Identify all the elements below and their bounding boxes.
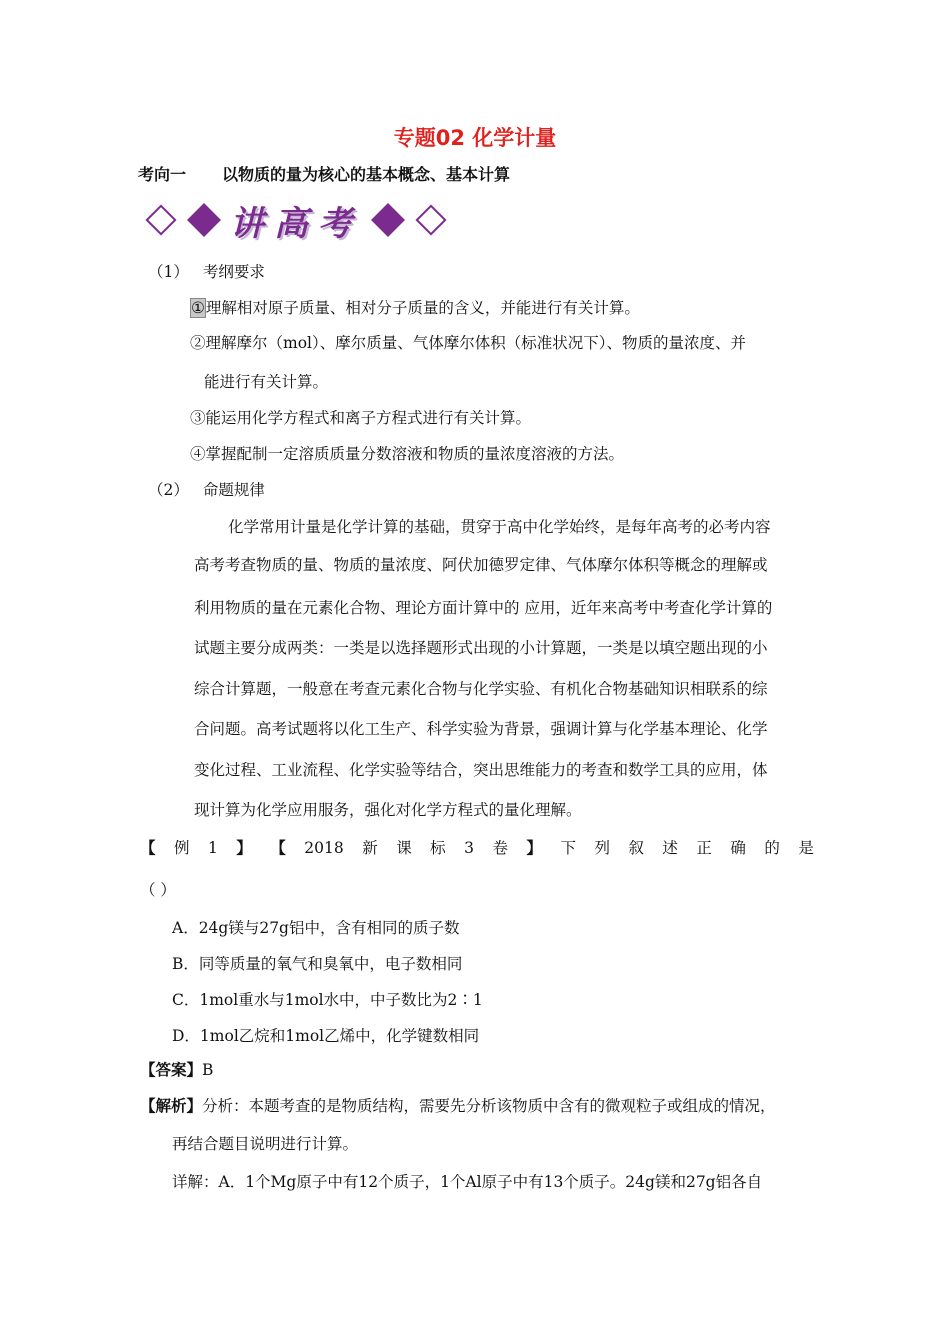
analysis-line: [140, 1096, 776, 1116]
req-item-text: 理解相对原子质量、相对分子质量的含义，并能进行有关计算。: [205, 299, 640, 317]
rule-paragraph-line: 综合计算题，一般意在考查元素化合物与化学实验、有机化合物基础知识相联系的综: [194, 680, 768, 698]
req-item-text: 掌握配制一定溶质质量分数溶液和物质的量浓度溶液的方法。: [205, 445, 625, 463]
example-token: 标: [430, 839, 446, 857]
answer-label: 【答案】: [140, 1060, 203, 1079]
answer-value: B: [202, 1061, 214, 1079]
req-item: [204, 372, 328, 392]
req-item-num: ②: [190, 334, 206, 352]
section-heading: [138, 162, 510, 185]
example-token: 的: [764, 839, 780, 857]
req-item-text: 能运用化学方程式和离子方程式进行有关计算。: [205, 409, 532, 427]
example-token: 】: [236, 838, 252, 857]
req-item-text: 能进行有关计算。: [204, 373, 329, 391]
section-text: 以物质的量为核心的基本概念、基本计算: [222, 165, 511, 184]
option-c: C．1mol重水与1mol水中，中子数比为2∶1: [172, 991, 483, 1009]
example-token: 确: [730, 839, 746, 857]
req-item-num: ④: [190, 445, 206, 463]
example-token: 新: [362, 839, 378, 857]
rule-paragraph-line: 试题主要分成两类：一类是以选择题形式出现的小计算题，一类是以填空题出现的小: [194, 639, 768, 657]
banner: [140, 198, 452, 242]
diamond-outline-icon: [145, 204, 176, 235]
option-a: A．24g镁与27g铝中，含有相同的质子数: [172, 919, 460, 937]
example-token: 卷: [492, 839, 509, 857]
example-token: 【: [140, 838, 156, 857]
example-token: 【: [270, 838, 286, 857]
req-item-text: 理解摩尔（mol）、摩尔质量、气体摩尔体积（标准状况下）、物质的量浓度、并: [205, 334, 747, 352]
example-paren: （ ）: [140, 881, 176, 899]
example-token: 列: [594, 839, 610, 857]
rule-paragraph-line: 现计算为化学应用服务，强化对化学方程式的量化理解。: [194, 801, 582, 819]
req-item: [190, 333, 746, 353]
example-token: 2018: [304, 839, 344, 857]
banner-text: 讲高考: [230, 203, 362, 244]
req-heading-text: 考纲要求: [202, 263, 265, 281]
rule-paragraph-line: 利用物质的量在元素化合物、理论方面计算中的 应用，近年来高考中考查化学计算的: [194, 599, 773, 617]
rule-heading: [148, 480, 265, 500]
req-item-num: ①: [191, 299, 205, 317]
req-heading-num: （1）: [148, 263, 189, 281]
example-token: 正: [696, 839, 712, 857]
rule-paragraph-line: 合问题。高考试题将以化工生产、科学实验为背景，强调计算与化学基本理论、化学: [194, 720, 768, 738]
req-item: [190, 298, 640, 318]
analysis-line: 详解：A．1个Mg原子中有12个质子，1个Al原子中有13个质子。24g镁和27g铝各自: [172, 1173, 763, 1191]
rule-heading-num: （2）: [148, 481, 189, 499]
rule-paragraph-line: 高考考查物质的量、物质的量浓度、阿伏加德罗定律、气体摩尔体积等概念的理解或: [194, 556, 768, 574]
example-heading: [140, 838, 814, 858]
option-b: B．同等质量的氧气和臭氧中，电子数相同: [172, 955, 463, 973]
req-item: [190, 444, 624, 464]
analysis-label: 【解析】: [140, 1096, 203, 1115]
page-title: 专题02 化学计量: [393, 126, 557, 150]
example-token: 3: [464, 839, 475, 857]
diamond-outline-icon: [415, 204, 446, 235]
example-token: 】: [526, 838, 542, 857]
section-label: 考向一: [138, 165, 187, 184]
example-token: 1: [207, 839, 218, 857]
example-token: 是: [798, 839, 814, 857]
analysis-text: 分析：本题考查的是物质结构，需要先分析该物质中含有的微观粒子或组成的情况，: [202, 1097, 776, 1115]
rule-heading-text: 命题规律: [202, 481, 265, 499]
option-d: D．1mol乙烷和1mol乙烯中，化学键数相同: [172, 1027, 480, 1045]
analysis-line: 再结合题目说明进行计算。: [172, 1135, 359, 1153]
rule-paragraph-line: 变化过程、工业流程、化学实验等结合，突出思维能力的考查和数学工具的应用，体: [194, 761, 768, 779]
example-token: 叙: [628, 839, 644, 857]
answer: [140, 1060, 213, 1080]
example-token: 述: [662, 839, 678, 857]
example-token: 例: [173, 839, 190, 857]
example-token: 课: [396, 839, 412, 857]
diamond-solid-icon: [371, 203, 405, 237]
example-token: 下: [560, 839, 576, 857]
rule-paragraph-line: 化学常用计量是化学计算的基础，贯穿于高中化学始终，是每年高考的必考内容: [228, 518, 771, 536]
req-heading: [148, 262, 265, 282]
req-item: [190, 408, 531, 428]
diamond-solid-icon: [187, 203, 221, 237]
req-item-num: ③: [190, 409, 206, 427]
